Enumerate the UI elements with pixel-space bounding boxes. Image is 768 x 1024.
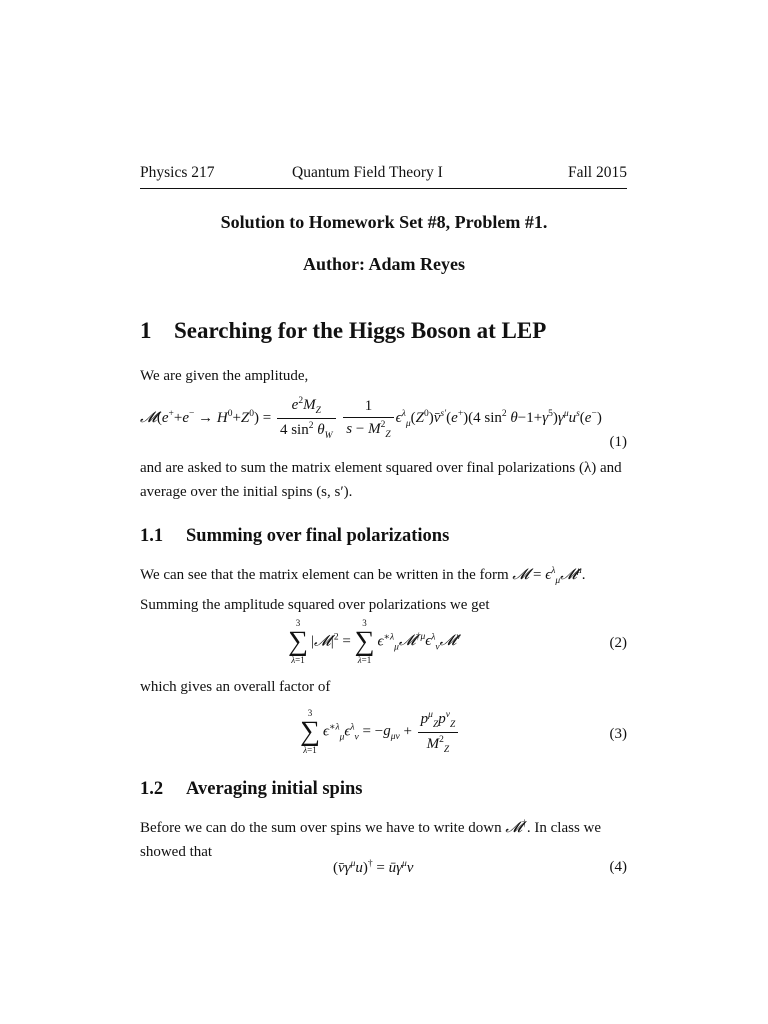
amplitude-description: and are asked to sum the matrix element squared over final polarizations (λ) and average over the initial spins (s, s′). <box>140 460 622 500</box>
equation-2-number: (2) <box>609 635 627 651</box>
term-label: Fall 2015 <box>568 164 627 181</box>
section-number: 1 <box>140 318 152 343</box>
factor-paragraph: which gives an overall factor of <box>140 679 331 695</box>
intro-paragraph: We are given the amplitude, <box>140 368 309 384</box>
subsection-number: 1.1 <box>140 526 164 546</box>
equation-1: 𝓜(e++e− → $H^0+Z^0$) = $\frac{e^2M_Z}{4 \sin^2 \theta_W}$ $\frac{1}{s - M^2_Z}$ $\epsilon^\lambda_\mu(Z^0)v̄^{s'}(e^+)(4$ $\sin^2 \theta-1+\gamma^5)\gamma^\mu u^s(e^-)$ <box>140 396 602 441</box>
subsection-1-1-heading <box>140 526 449 547</box>
subsection-number: 1.2 <box>140 779 164 799</box>
equation-4-number: (4) <box>609 859 627 875</box>
subsection-title: Averaging initial spins <box>186 779 363 799</box>
paragraph-text: Summing the amplitude squared over polarizations we get <box>140 597 490 613</box>
equation-1-number: (1) <box>609 434 627 450</box>
equation-4: $(v̄\gamma^\mu u)^\dagger$ = $ū\gamma^\mu v$ <box>333 859 414 876</box>
subject-label: Quantum Field Theory I <box>292 164 443 181</box>
subsection-1-2-heading <box>140 779 362 800</box>
spins-paragraph: Before we can do the sum over spins we have to write down 𝓜†. In class we showed that <box>140 819 602 860</box>
equation-3-number: (3) <box>609 726 627 742</box>
course-label: Physics 217 <box>140 164 215 181</box>
paragraph-text: We can see that the matrix element can be written in the form <box>140 567 509 583</box>
paragraph-text: . In class we <box>526 820 602 836</box>
document-title: Solution to Homework Set #8, Problem #1. <box>220 212 548 232</box>
author-line: Author: Adam Reyes <box>303 254 465 274</box>
subsection-title: Summing over final polarizations <box>186 526 450 546</box>
equation-2: 3 ∑ λ=1 $|𝓜|^2$ = 3 ∑ λ=1 $\epsilon^{∗\lambda}_\mu 𝓜^{\dagger\mu}\epsilon^\lambda_\nu 𝓜^\nu$ <box>288 618 461 665</box>
section-title: Searching for the Higgs Boson at LEP <box>174 318 547 343</box>
polarization-paragraph: We can see that the matrix element can be written in the form 𝓜 = $\epsilon^\lambda_\mu 𝓜^\mu$. Summing the amplitude squared over polarizations we get <box>140 566 586 613</box>
paragraph-text: showed that <box>140 844 213 860</box>
equation-3: 3 ∑ λ=1 $\epsilon^{∗\lambda}_\mu\epsilon^\lambda_\nu = -g_{\mu\nu}$ + $\frac{p^\mu_Zp^\nu_Z}{M^2_Z}$ <box>300 708 460 756</box>
running-header <box>140 164 627 189</box>
paragraph-text: Before we can do the sum over spins we have to write down <box>140 820 502 836</box>
section-1-heading <box>140 318 546 344</box>
